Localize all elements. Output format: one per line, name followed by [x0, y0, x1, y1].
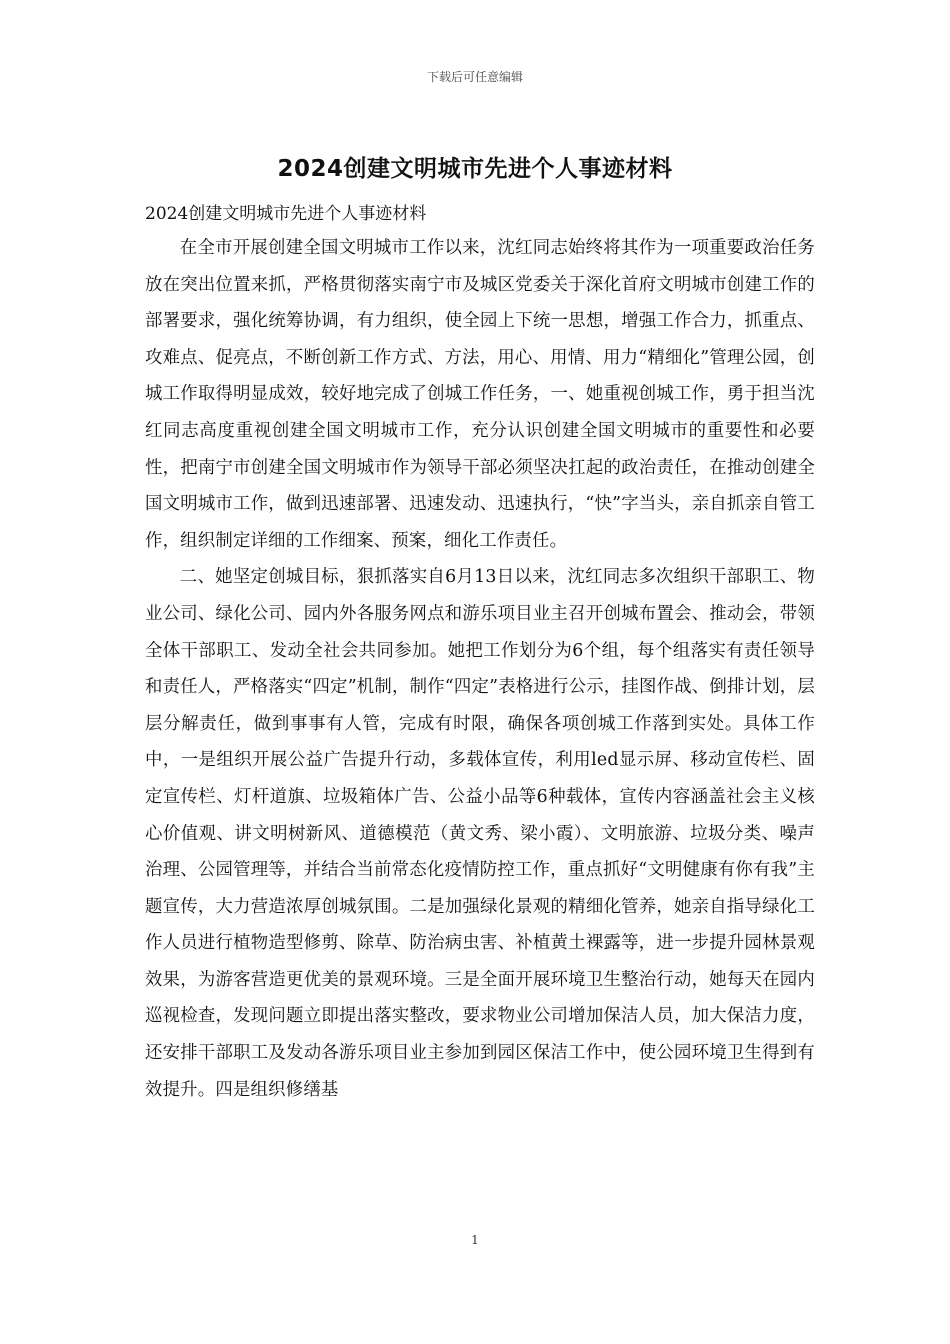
document-subtitle: 2024创建文明城市先进个人事迹材料 — [145, 204, 427, 224]
document-body — [145, 230, 815, 1108]
page-header-note: 下载后可任意编辑 — [426, 70, 523, 84]
body-paragraph: 在全市开展创建全国文明城市工作以来，沈红同志始终将其作为一项重要政治任务放在突出位置来抓，严格贯彻落实南宁市及城区党委关于深化首府文明城市创建工作的部署要求，强化统筹协调，有力组织，使全园上下统一思想，增强工作合力，抓重点、攻难点、促亮点，不断创新工作方式、方法，用心、用情、用力“精细化”管理公园，创城工作取得明显成效，较好地完成了创城工作任务，一、她重视创城工作，勇于担当沈红同志高度重视创建全国文明城市工作，充分认识创建全国文明城市的重要性和必要性，把南宁市创建全国文明城市作为领导干部必须坚决扛起的政治责任，在推动创建全国文明城市工作，做到迅速部署、迅速发动、迅速执行，“快”字当头，亲自抓亲自管工作，组织制定详细的工作细案、预案，细化工作责任。 — [145, 238, 815, 551]
document-title: 2024创建文明城市先进个人事迹材料 — [277, 156, 673, 182]
page-number: 1 — [471, 1233, 479, 1247]
body-paragraph: 二、她坚定创城目标，狠抓落实自6月13日以来，沈红同志多次组织干部职工、物业公司、绿化公司、园内外各服务网点和游乐项目业主召开创城布置会、推动会，带领全体干部职工、发动全社会共同参加。她把工作划分为6个组，每个组落实有责任领导和责任人，严格落实“四定”机制，制作“四定”表格进行公示，挂图作战、倒排计划，层层分解责任，做到事事有人管，完成有时限，确保各项创城工作落到实处。具体工作中，一是组织开展公益广告提升行动，多载体宣传，利用led显示屏、移动宣传栏、固定宣传栏、灯杆道旗、垃圾箱体广告、公益小品等6种载体，宣传内容涵盖社会主义核心价值观、讲文明树新风、道德模范（黄文秀、梁小霞）、文明旅游、垃圾分类、噪声治理、公园管理等，并结合当前常态化疫情防控工作，重点抓好“文明健康有你有我”主题宣传，大力营造浓厚创城氛围。二是加强绿化景观的精细化管养，她亲自指导绿化工作人员进行植物造型修剪、除草、防治病虫害、补植黄土裸露等，进一步提升园林景观效果，为游客营造更优美的景观环境。三是全面开展环境卫生整治行动，她每天在园内巡视检查，发现问题立即提出落实整改，要求物业公司增加保洁人员，加大保洁力度，还安排干部职工及发动各游乐项目业主参加到园区保洁工作中，使公园环境卫生得到有效提升。四是组织修缮基 — [145, 567, 815, 1100]
